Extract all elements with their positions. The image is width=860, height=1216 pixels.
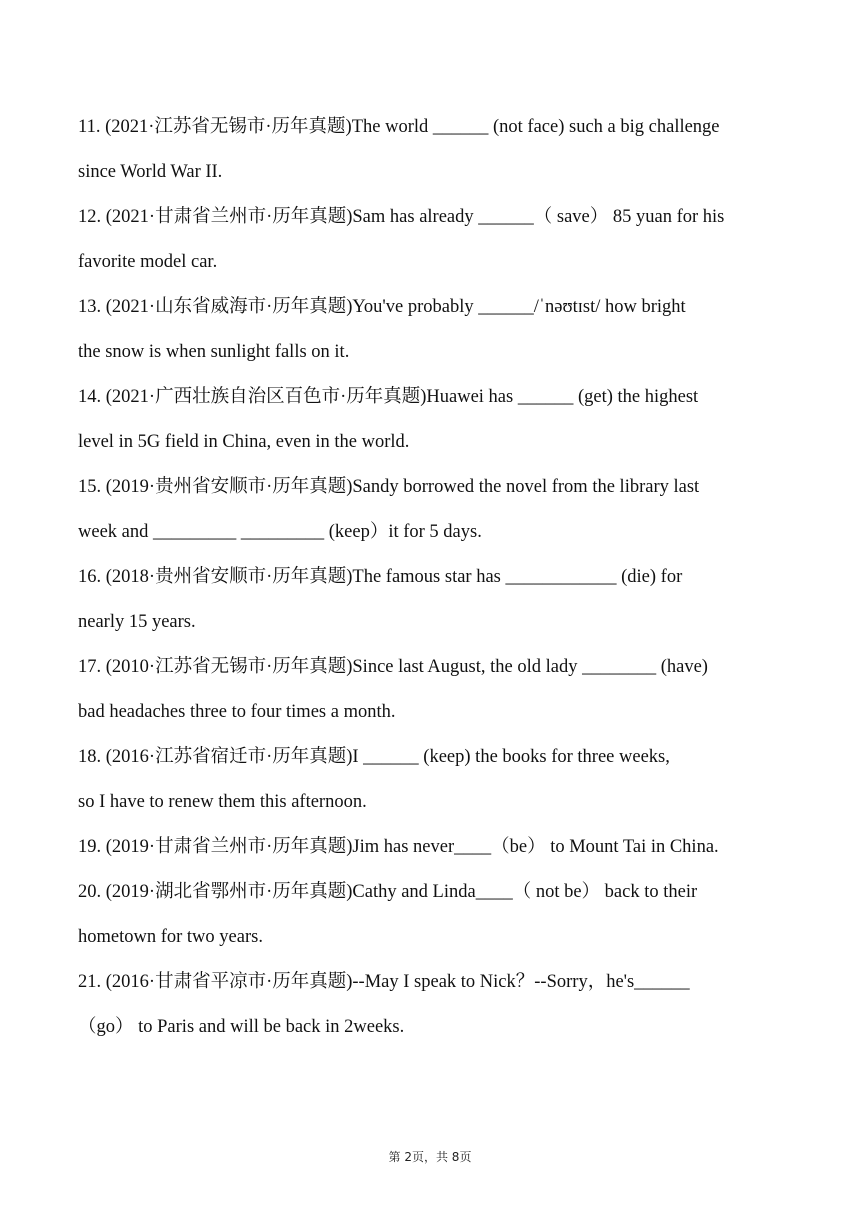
question-list	[78, 105, 788, 1050]
question-16-line-1: 16. (2018·贵州省安顺市·历年真题)The famous star has ____________ (die) for	[78, 567, 683, 587]
question-15-line-2: week and _________ _________ (keep）it for 5 days.	[78, 522, 482, 542]
question-21-line-2: （go） to Paris and will be back in 2weeks.	[78, 1017, 405, 1037]
question-11-line-1: 11. (2021·江苏省无锡市·历年真题)The world ______ (not face) such a big challenge	[78, 117, 720, 137]
question-13-line-2: the snow is when sunlight falls on it.	[78, 342, 350, 362]
question-16-line-2: nearly 15 years.	[78, 612, 196, 632]
question-20-line-1: 20. (2019·湖北省鄂州市·历年真题)Cathy and Linda____（ not be） back to their	[78, 882, 698, 902]
page-number-footer: 第 2页，共 8页	[388, 1150, 472, 1164]
question-17-line-1: 17. (2010·江苏省无锡市·历年真题)Since last August, the old lady ________ (have)	[78, 657, 708, 677]
question-14-line-1: 14. (2021·广西壮族自治区百色市·历年真题)Huawei has ______ (get) the highest	[78, 387, 699, 407]
question-18-line-1: 18. (2016·江苏省宿迁市·历年真题)I ______ (keep) the books for three weeks,	[78, 747, 670, 767]
question-19-line-1: 19. (2019·甘肃省兰州市·历年真题)Jim has never____（be） to Mount Tai in China.	[78, 837, 719, 857]
question-13-line-1: 13. (2021·山东省威海市·历年真题)You've probably ______/ˈnəʊtɪst/ how bright	[78, 297, 686, 317]
question-12-line-1: 12. (2021·甘肃省兰州市·历年真题)Sam has already ______（ save） 85 yuan for his	[78, 207, 725, 227]
question-20-line-2: hometown for two years.	[78, 927, 263, 947]
question-11-line-2: since World War II.	[78, 162, 223, 182]
question-12-line-2: favorite model car.	[78, 252, 218, 272]
question-18-line-2: so I have to renew them this afternoon.	[78, 792, 367, 812]
question-21-line-1: 21. (2016·甘肃省平凉市·历年真题)--May I speak to Nick？--Sorry，he's______	[78, 972, 690, 992]
question-17-line-2: bad headaches three to four times a month.	[78, 702, 396, 722]
question-14-line-2: level in 5G field in China, even in the world.	[78, 432, 410, 452]
question-15-line-1: 15. (2019·贵州省安顺市·历年真题)Sandy borrowed the novel from the library last	[78, 477, 700, 497]
